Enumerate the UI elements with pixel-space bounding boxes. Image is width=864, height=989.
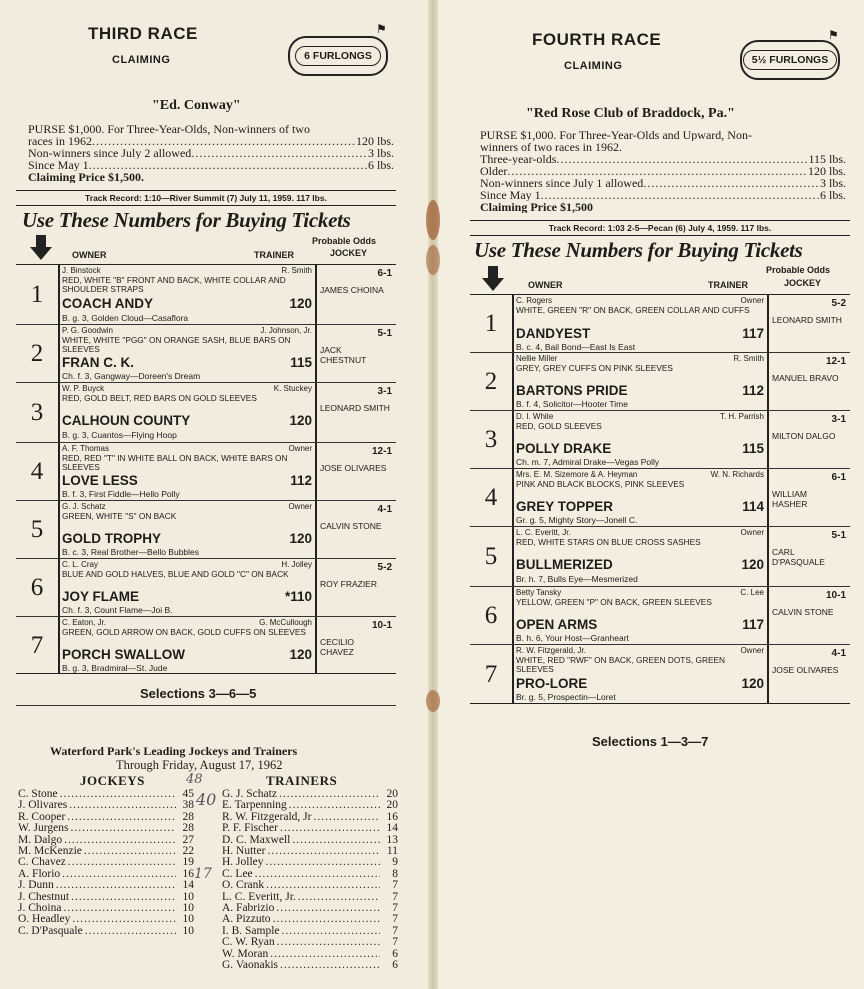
program-number: 3 — [30, 398, 44, 426]
owner-trainer — [62, 443, 312, 454]
claiming-price: Claiming Price $1,500. — [28, 171, 144, 183]
page-gutter — [428, 0, 438, 989]
weight: *110 — [284, 589, 312, 604]
weight: 115 — [290, 355, 312, 370]
odds: 6-1 — [831, 472, 846, 483]
owner-name: A. F. Thomas — [62, 444, 109, 453]
pedigree: Ch. f. 3, Gangway—Doreen's Dream — [62, 371, 201, 381]
owner-name: C. Eaton, Jr. — [62, 618, 107, 627]
horse-name: BULLMERIZED — [516, 557, 613, 572]
jockey-cell — [768, 645, 850, 705]
distance-badge — [288, 36, 388, 76]
jockey-name: MANUEL BRAVO — [772, 373, 839, 383]
owner-name: D. I. White — [516, 412, 554, 421]
trainer-row: W. Moran ..... 6 — [222, 949, 398, 960]
jockey-row: J. Chestnut ..... 10 — [18, 892, 194, 903]
jockey-row: M. McKenzie ..... 22 — [18, 846, 194, 857]
jockey-name: CARL D'PASQUALE — [772, 547, 825, 567]
owner-name: C. Rogers — [516, 296, 553, 305]
horse-name: JOY FLAME — [62, 589, 140, 604]
entries-table — [16, 264, 396, 674]
horse-name: FRAN C. K. — [62, 355, 134, 370]
weight: 120 — [289, 531, 312, 546]
trainer-row: A. Pizzuto ..... 7 — [222, 914, 398, 925]
pedigree: B. h. 6, Your Host—Granheart — [516, 633, 629, 643]
weight: 117 — [742, 326, 764, 341]
jockey-cell — [316, 265, 396, 324]
claiming-price: Claiming Price $1,500 — [480, 201, 593, 213]
horse-line — [516, 326, 764, 341]
program-number: 4 — [30, 457, 44, 485]
trainer-name: J. Johnson, Jr. — [260, 326, 312, 335]
horse-line — [62, 531, 312, 546]
jockey-row: W. Jurgens ..... 28 — [18, 823, 194, 834]
silks: RED, GOLD SLEEVES — [516, 420, 602, 431]
handwritten-note: 48 — [186, 772, 203, 787]
owner-name: Mrs. E. M. Sizemore & A. Heyman — [516, 470, 638, 479]
down-arrow-icon — [482, 278, 504, 291]
weight: 117 — [742, 617, 764, 632]
program-number: 2 — [30, 339, 44, 367]
owner-header: OWNER — [72, 250, 107, 260]
condition-row: Three-year-olds ..... 115 lbs. — [480, 153, 846, 165]
jockey-name: JOSE OLIVARES — [772, 665, 839, 675]
silks: WHITE, RED "RWF" ON BACK, GREEN DOTS, GREEN SLEEVES — [516, 654, 726, 674]
entry-row — [16, 443, 396, 501]
horse-name: DANDYEST — [516, 326, 591, 341]
race-name: "Red Rose Club of Braddock, Pa." — [526, 106, 735, 121]
owner-trainer — [516, 587, 764, 598]
horse-name: PRO-LORE — [516, 676, 588, 691]
program-number: 1 — [484, 309, 498, 337]
owner-trainer — [516, 411, 764, 422]
trainer-name: Owner — [288, 502, 312, 511]
jockey-name: JAMES CHOINA — [320, 285, 384, 295]
program-number: 3 — [484, 425, 498, 453]
silks: RED, WHITE STARS ON BLUE CROSS SASHES — [516, 536, 701, 547]
trainer-name: R. Smith — [733, 354, 764, 363]
silks: WHITE, GREEN "R" ON BACK, GREEN COLLAR AND CUFFS — [516, 304, 750, 315]
condition-row: Non-winners since July 1 allowed ..... 3 lbs. — [480, 177, 846, 189]
entries-table — [470, 294, 850, 704]
odds: 10-1 — [371, 620, 392, 631]
condition-row: Older ..... 120 lbs. — [480, 165, 846, 177]
jockey-row: J. Choina ..... 10 — [18, 903, 194, 914]
entry-row — [16, 383, 396, 443]
jockeys-header: JOCKEYS — [80, 773, 145, 788]
jockey-cell — [316, 325, 396, 382]
down-arrow-icon — [30, 247, 52, 260]
horse-line — [62, 355, 312, 370]
jockey-row: A. Florio ..... 16 — [18, 869, 194, 880]
odds: 5-1 — [377, 328, 392, 339]
odds: 5-2 — [831, 298, 846, 309]
horse-line — [516, 441, 764, 456]
owner-trainer — [62, 265, 312, 276]
horse-name: BARTONS PRIDE — [516, 383, 628, 398]
condition-row: winners of two races in 1962. — [480, 141, 622, 153]
jockey-cell — [316, 443, 396, 500]
jockey-row: C. Stone ..... 45 — [18, 789, 194, 800]
jockey-row: O. Headley ..... 10 — [18, 914, 194, 925]
jockey-cell — [316, 559, 396, 616]
trainer-name: Owner — [288, 444, 312, 453]
weight: 120 — [289, 296, 312, 311]
program-number: 6 — [484, 601, 498, 629]
program-number: 2 — [484, 367, 498, 395]
jockey-header: JOCKEY — [330, 248, 368, 258]
horse-line — [62, 296, 312, 311]
weight: 120 — [741, 676, 764, 691]
odds: 3-1 — [377, 386, 392, 397]
jockey-row: R. Cooper ..... 28 — [18, 812, 194, 823]
entry-row — [470, 527, 850, 587]
owner-trainer — [516, 527, 764, 538]
track-record: Track Record: 1:10—River Summit (7) July 11, 1959. 117 lbs. — [16, 190, 396, 206]
silks: PINK AND BLACK BLOCKS, PINK SLEEVES — [516, 478, 685, 489]
race-title: THIRD RACE — [88, 24, 198, 43]
owner-trainer — [62, 617, 312, 628]
distance-badge — [740, 40, 840, 80]
horse-name: OPEN ARMS — [516, 617, 598, 632]
odds-header: Probable Odds — [766, 265, 831, 275]
jockey-name: JACK CHESTNUT — [320, 345, 367, 365]
trainer-row: O. Crank ..... 7 — [222, 880, 398, 891]
silks: RED, WHITE "B" FRONT AND BACK, WHITE COLLAR AND SHOULDER STRAPS — [62, 274, 286, 294]
weight: 112 — [290, 473, 312, 488]
horse-line — [62, 647, 312, 662]
pedigree: Ch. m. 7, Admiral Drake—Vegas Polly — [516, 457, 660, 467]
race-conditions — [480, 129, 846, 213]
trainer-name: T. H. Parrish — [719, 412, 764, 421]
entry-info — [62, 265, 312, 324]
jockey-row: C. D'Pasquale ..... 10 — [18, 926, 194, 937]
trainer-header: TRAINER — [708, 280, 748, 290]
trainer-name: C. Lee — [740, 588, 764, 597]
weight: 115 — [742, 441, 764, 456]
jockey-cell — [768, 587, 850, 644]
trainers-header: TRAINERS — [266, 773, 338, 788]
jockey-name: WILLIAM HASHER — [772, 489, 808, 509]
owner-name: R. W. Fitzgerald, Jr. — [516, 646, 586, 655]
jockey-cell — [768, 411, 850, 468]
program-number: 7 — [30, 632, 44, 659]
pedigree: Gr. g. 5, Mighty Story—Jonell C. — [516, 515, 638, 525]
pedigree: B. g. 3, Bradmiral—St. Jude — [62, 663, 168, 673]
odds: 5-1 — [831, 530, 846, 541]
condition-row: Since May 1 ..... 6 lbs. — [480, 189, 846, 201]
entry-row — [470, 353, 850, 411]
distance-label: 5½ FURLONGS — [743, 50, 837, 70]
pedigree: B. g. 3, Cuantos—Flying Hoop — [62, 430, 177, 440]
entry-row — [470, 411, 850, 469]
horse-line — [62, 473, 312, 488]
buying-tickets-banner: Use These Numbers for Buying Tickets — [474, 238, 803, 262]
silks: GREY, GREY CUFFS ON PINK SLEEVES — [516, 362, 673, 373]
trainer-row: P. F. Fischer ..... 14 — [222, 823, 398, 834]
trainer-name: K. Stuckey — [273, 384, 312, 393]
pedigree: B. f. 3, First Fiddle—Hello Polly — [62, 489, 180, 499]
program-number: 5 — [484, 542, 498, 570]
silks: GREEN, GOLD ARROW ON BACK, GOLD CUFFS ON SLEEVES — [62, 626, 306, 637]
owner-name: G. J. Schatz — [62, 502, 106, 511]
entry-info — [516, 411, 764, 468]
stain — [426, 690, 440, 712]
condition-row: PURSE $1,000. For Three-Year-Olds, Non-winners of two — [28, 123, 310, 135]
entry-info — [62, 383, 312, 442]
pedigree: Ch. f. 3, Count Flame—Joi B. — [62, 605, 173, 615]
divider — [16, 705, 396, 706]
distance-label: 6 FURLONGS — [295, 46, 381, 66]
owner-name: C. L. Cray — [62, 560, 99, 569]
jockey-cell — [768, 527, 850, 586]
owner-trainer — [62, 325, 312, 336]
weight: 120 — [289, 413, 312, 428]
entry-info — [516, 295, 764, 352]
trainer-name: H. Jolley — [281, 560, 312, 569]
race-name: "Ed. Conway" — [152, 98, 241, 113]
owner-trainer — [62, 559, 312, 570]
owner-name: W. P. Buyck — [62, 384, 105, 393]
owner-trainer — [516, 645, 764, 656]
jockey-name: CALVIN STONE — [772, 607, 834, 617]
program-number: 1 — [30, 280, 44, 308]
trainer-row: R. W. Fitzgerald, Jr ..... 16 — [222, 812, 398, 823]
entry-row — [16, 501, 396, 559]
pedigree: B. g. 3, Golden Cloud—Casaflora — [62, 313, 189, 323]
horse-name: PORCH SWALLOW — [62, 647, 185, 662]
leaders-title: Waterford Park's Leading Jockeys and Trainers — [50, 744, 298, 758]
pedigree: B. f. 4, Solicitor—Hooter Time — [516, 399, 628, 409]
trainer-name: R. Smith — [281, 266, 312, 275]
horse-line — [62, 413, 312, 428]
odds-header: Probable Odds — [312, 236, 377, 246]
jockey-row: M. Dalgo ..... 27 — [18, 835, 194, 846]
entry-info — [62, 443, 312, 500]
trainer-name: Owner — [740, 646, 764, 655]
stain — [426, 245, 440, 275]
horse-line — [516, 617, 764, 632]
trainer-row: H. Jolley ..... 9 — [222, 857, 398, 868]
horse-line — [516, 499, 764, 514]
owner-trainer — [62, 501, 312, 512]
jockey-name: MILTON DALGO — [772, 431, 836, 441]
race-type: CLAIMING — [564, 60, 623, 72]
flag-icon: ⚑ — [376, 22, 387, 36]
owner-trainer — [516, 353, 764, 364]
odds: 12-1 — [825, 356, 846, 367]
jockey-cell — [316, 383, 396, 442]
horse-line — [62, 589, 312, 604]
odds: 10-1 — [825, 590, 846, 601]
entry-row — [16, 265, 396, 325]
silks: WHITE, WHITE "PGG" ON ORANGE SASH, BLUE BARS ON SLEEVES — [62, 334, 291, 354]
condition-row: PURSE $1,000. For Three-Year-Olds and Upward, Non- — [480, 129, 752, 141]
jockey-row: J. Olivares ..... 38 — [18, 800, 194, 811]
jockey-name: ROY FRAZIER — [320, 579, 377, 589]
entry-info — [516, 469, 764, 526]
odds: 6-1 — [377, 268, 392, 279]
jockey-name: CALVIN STONE — [320, 521, 382, 531]
trainer-row: G. J. Schatz ..... 20 — [222, 789, 398, 800]
entry-info — [62, 325, 312, 382]
trainer-row: L. C. Everitt, Jr. ..... 7 — [222, 892, 398, 903]
trainer-name: Owner — [740, 296, 764, 305]
horse-line — [516, 557, 764, 572]
entry-info — [516, 527, 764, 586]
track-record: Track Record: 1:03 2-5—Pecan (6) July 4, 1959. 117 lbs. — [470, 220, 850, 236]
horse-name: COACH ANDY — [62, 296, 153, 311]
silks: YELLOW, GREEN "P" ON BACK, GREEN SLEEVES — [516, 596, 712, 607]
program-number: 7 — [484, 661, 498, 688]
entry-row — [470, 587, 850, 645]
condition-row: Non-winners since July 2 allowed ..... 3 lbs. — [28, 147, 394, 159]
trainer-name: W. N. Richards — [710, 470, 764, 479]
horse-name: GOLD TROPHY — [62, 531, 162, 546]
silks: RED, RED "T" IN WHITE BALL ON BACK, WHITE BARS ON SLEEVES — [62, 452, 288, 472]
silks: GREEN, WHITE "S" ON BACK — [62, 510, 177, 521]
owner-trainer — [516, 469, 764, 480]
jockey-cell — [768, 353, 850, 410]
condition-row: Since May 1 ..... 6 lbs. — [28, 159, 394, 171]
trainers-list — [222, 789, 398, 972]
race-title: FOURTH RACE — [532, 30, 662, 49]
owner-name: J. Binstock — [62, 266, 101, 275]
selections: Selections 3—6—5 — [140, 686, 257, 701]
jockeys-list — [18, 789, 194, 937]
entry-info — [516, 353, 764, 410]
jockey-cell — [768, 295, 850, 352]
trainer-row: H. Nutter ..... 11 — [222, 846, 398, 857]
weight: 114 — [742, 499, 764, 514]
trainer-name: Owner — [740, 528, 764, 537]
jockey-name: LEONARD SMITH — [320, 403, 390, 413]
flag-icon: ⚑ — [828, 28, 839, 42]
entry-row — [16, 325, 396, 383]
race-conditions — [28, 123, 394, 183]
trainer-row: C. Lee ..... 8 — [222, 869, 398, 880]
jockey-name: JOSE OLIVARES — [320, 463, 387, 473]
jockey-name: LEONARD SMITH — [772, 315, 842, 325]
horse-name: LOVE LESS — [62, 473, 138, 488]
pedigree: Br. h. 7, Bulls Eye—Mesmerized — [516, 574, 638, 584]
jockey-header: JOCKEY — [784, 278, 822, 288]
trainer-name: G. McCullough — [259, 618, 312, 627]
leaders-date: Through Friday, August 17, 1962 — [116, 758, 283, 772]
jockey-row: J. Dunn ..... 14 — [18, 880, 194, 891]
odds: 12-1 — [371, 446, 392, 457]
entry-row — [470, 469, 850, 527]
entry-info — [62, 617, 312, 675]
entry-info — [516, 645, 764, 705]
odds: 3-1 — [831, 414, 846, 425]
entry-row — [470, 295, 850, 353]
pedigree: Br. g. 5, Prospectin—Loret — [516, 692, 616, 702]
entry-info — [62, 559, 312, 616]
program-number: 4 — [484, 483, 498, 511]
jockey-cell — [316, 501, 396, 558]
jockey-row: C. Chavez ..... 19 — [18, 857, 194, 868]
entry-row — [470, 645, 850, 705]
weight: 112 — [742, 383, 764, 398]
odds: 5-2 — [377, 562, 392, 573]
entry-info — [62, 501, 312, 558]
horse-name: CALHOUN COUNTY — [62, 413, 191, 428]
pedigree: B. c. 3, Real Brother—Bello Bubbles — [62, 547, 200, 557]
entry-row — [16, 617, 396, 675]
jockey-cell — [768, 469, 850, 526]
horse-line — [516, 676, 764, 691]
owner-name: Betty Tansky — [516, 588, 562, 597]
owner-trainer — [62, 383, 312, 394]
selections: Selections 1—3—7 — [592, 734, 709, 749]
horse-name: GREY TOPPER — [516, 499, 614, 514]
program-number: 6 — [30, 573, 44, 601]
buying-tickets-banner: Use These Numbers for Buying Tickets — [22, 208, 351, 232]
owner-name: L. C. Everitt, Jr. — [516, 528, 571, 537]
handwritten-note: 17 — [194, 866, 212, 882]
handwritten-note: 40 — [196, 790, 217, 809]
trainer-row: G. Vaonakis ..... 6 — [222, 960, 398, 971]
trainer-row: A. Fabrizio ..... 7 — [222, 903, 398, 914]
owner-name: P. G. Goodwin — [62, 326, 113, 335]
stain — [426, 200, 440, 240]
trainer-row: I. B. Sample ..... 7 — [222, 926, 398, 937]
owner-header: OWNER — [528, 280, 563, 290]
silks: BLUE AND GOLD HALVES, BLUE AND GOLD "C" ON BACK — [62, 568, 289, 579]
pedigree: B. c. 4, Bail Bond—East Is East — [516, 342, 636, 352]
trainer-row: D. C. Maxwell ..... 13 — [222, 835, 398, 846]
silks: RED, GOLD BELT, RED BARS ON GOLD SLEEVES — [62, 392, 257, 403]
weight: 120 — [289, 647, 312, 662]
trainer-row: C. W. Ryan ..... 7 — [222, 937, 398, 948]
owner-trainer — [516, 295, 764, 306]
weight: 120 — [741, 557, 764, 572]
jockey-cell — [316, 617, 396, 675]
odds: 4-1 — [377, 504, 392, 515]
race-type: CLAIMING — [112, 54, 171, 66]
condition-row: races in 1962 ..... 120 lbs. — [28, 135, 394, 147]
jockey-name: CECILIO CHAVEZ — [320, 637, 355, 657]
horse-line — [516, 383, 764, 398]
horse-name: POLLY DRAKE — [516, 441, 612, 456]
owner-name: Nellie Miller — [516, 354, 558, 363]
trainer-header: TRAINER — [254, 250, 294, 260]
entry-row — [16, 559, 396, 617]
odds: 4-1 — [831, 648, 846, 659]
entry-info — [516, 587, 764, 644]
program-number: 5 — [30, 515, 44, 543]
trainer-row: E. Tarpenning ..... 20 — [222, 800, 398, 811]
